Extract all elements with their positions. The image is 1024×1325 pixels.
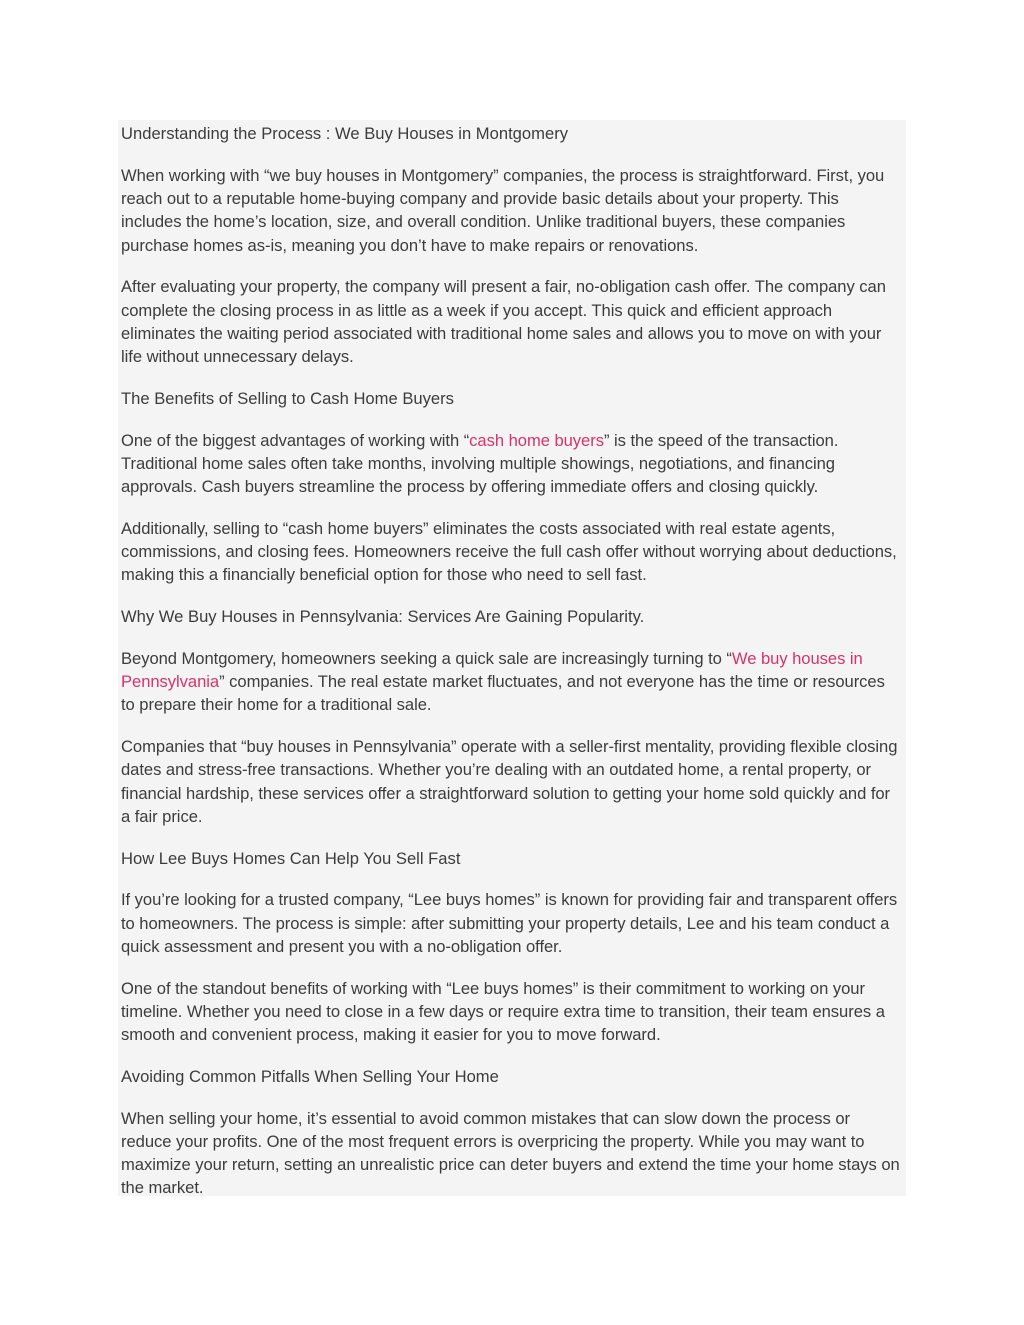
cash-home-buyers-link[interactable]: cash home buyers (469, 430, 604, 450)
paragraph-text-after-link: ” is the speed of the transaction. Traditional home sales often take months, involving multiple showings, negotiations, and financing approvals. Cash buyers streamline the process by offering immediate offers and closing quickly. (121, 430, 839, 497)
paragraph-lee-timeline: One of the standout benefits of working with “Lee buys homes” is their commitment to working on your timeline. Whether you need to close in a few days or require extra time to transition, their team ensures a smooth and convenient process, making it easier for you to move forward. (121, 978, 885, 1045)
paragraph-benefits-costs: Additionally, selling to “cash home buyers” eliminates the costs associated with real estate agents, commissions, and closing fees. Homeowners receive the full cash offer without worrying about deductions, making this a financially beneficial option for those who need to sell fast. (121, 518, 897, 585)
paragraph-text-after-link: ” companies. The real estate market fluctuates, and not everyone has the time or resources to prepare their home for a traditional sale. (121, 672, 885, 715)
paragraph-text-before-link: Beyond Montgomery, homeowners seeking a quick sale are increasingly turning to “ (121, 648, 732, 668)
section-heading-pennsylvania: Why We Buy Houses in Pennsylvania: Services Are Gaining Popularity. (121, 607, 645, 627)
article-panel (118, 120, 906, 1196)
paragraph-text-before-link: One of the biggest advantages of working with “ (121, 430, 470, 450)
paragraph-benefits-speed (121, 429, 902, 499)
paragraph-process-offer: After evaluating your property, the company will present a fair, no-obligation cash offer. The company can complete the closing process in as little as a week if you accept. This quick and efficient approach eliminates the waiting period associated with traditional home sales and allows you to move on with your life without unnecessary delays. (121, 277, 886, 367)
paragraph-lee-trusted: If you’re looking for a trusted company, “Lee buys homes” is known for providing fair and transparent offers to homeowners. The process is simple: after submitting your property details, Lee and his team conduct a quick assessment and present you with a no-obligation offer. (121, 890, 898, 956)
section-heading-pitfalls: Avoiding Common Pitfalls When Selling Your Home (121, 1066, 499, 1086)
section-heading-benefits: The Benefits of Selling to Cash Home Buyers (121, 388, 454, 408)
paragraph-process-intro: When working with “we buy houses in Montgomery” companies, the process is straightforward. First, you reach out to a reputable home-buying company and provide basic details about your property. This includes the home’s location, size, and overall condition. Unlike traditional buyers, these companies purchase homes as-is, meaning you don’t have to make repairs or renovations. (121, 165, 885, 255)
section-heading-process: Understanding the Process : We Buy Houses in Montgomery (121, 124, 569, 143)
paragraph-pennsylvania-companies: Companies that “buy houses in Pennsylvania” operate with a seller-first mentality, providing flexible closing dates and stress-free transactions. Whether you’re dealing with an outdated home, a rental property, or financial hardship, these services offer a straightforward solution to getting your home sold quickly and for a fair price. (121, 737, 898, 826)
we-buy-houses-pennsylvania-link[interactable]: We buy houses in Pennsylvania (121, 648, 863, 692)
paragraph-pitfalls-overpricing: When selling your home, it’s essential to avoid common mistakes that can slow down the process or reduce your profits. One of the most frequent errors is overpricing the property. While you may want to maximize your return, setting an unrealistic price can deter buyers and extend the time your home stays on the market. (121, 1108, 900, 1198)
paragraph-pennsylvania-intro (121, 647, 902, 717)
section-heading-lee-buys-homes: How Lee Buys Homes Can Help You Sell Fast (121, 848, 461, 868)
